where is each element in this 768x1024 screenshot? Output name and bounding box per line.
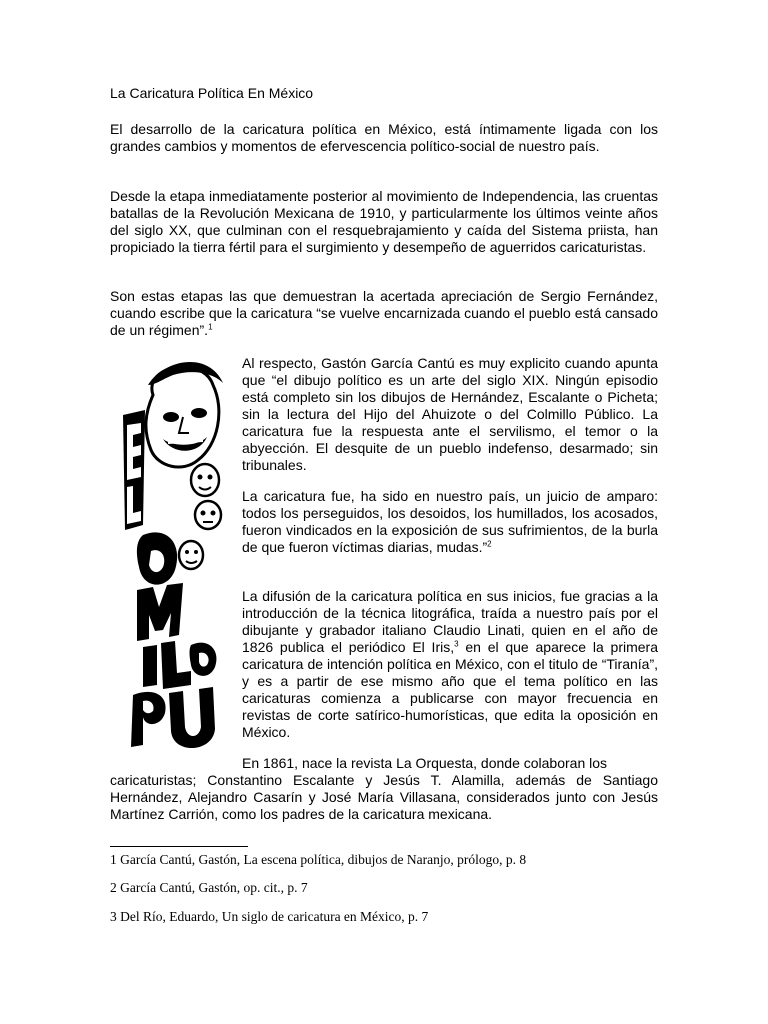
paragraph-1: El desarrollo de la caricatura política en México, está íntimamente ligada con los grandes cambios y momentos de efervescencia político-social de nuestro país. [110,121,658,154]
document-title: La Caricatura Política En México [110,85,314,101]
closing-paragraph-rest: caricaturistas; Constantino Escalante y Jesús T. Alamilla, además de Santiago Hernández, Alejandro Casarín y José María Villasana, considerados junto con Jesús Martínez Carrión, como los padres de la caricatura mexicana. [110,772,658,822]
closing-paragraph [110,755,658,823]
paragraph-3 [110,288,658,339]
paragraph-3-text: Son estas etapas las que demuestran la acertada apreciación de Sergio Fernández, cuando escribe que la caricatura “se vuelve encarnizada cuando el pueblo está cansado de un régimen”. [110,288,658,338]
caricature-illustration [113,355,228,770]
column-paragraph-3-text-b: en el que aparece la primera caricatura de intención política en México, con el titulo de “Tiranía”, y es a partir de ese mismo año que el tema político en las caricaturas comienza a publicarse con mayor frecuencia en revistas de corte satírico-humorísticas, que edita la oposición en México. [242,639,658,740]
footnote-separator [110,846,248,847]
small-faces-drawing [179,464,221,569]
column-paragraph-3 [242,588,658,741]
footnote-2: 2 García Cantú, Gastón, op. cit., p. 7 [110,880,308,895]
footnote-mark-3: 3 [454,639,459,649]
footnote-mark-1: 1 [208,322,213,332]
column-paragraph-3-text-a: La difusión de la caricatura política en sus inicios, fue gracias a la introducción de la técnica litográfica, traída a nuestro país por el dibujante y grabador italiano Claudio Linati, quien en el año de 1826 publica el periódico El Iris, [242,588,658,655]
column-paragraph-2 [242,488,658,556]
column-paragraph-1: Al respecto, Gastón García Cantú es muy explicito cuando apunta que “el dibujo político es un arte del siglo XIX. Ningún episodio está completo sin los dibujos de Hernández, Escalante o Picheta; sin la lectura del Hijo del Ahuizote o del Colmillo Público. La caricatura fue la respuesta ante el servilismo, el temor o la abyección. El desquite de un pueblo indefenso, desarmado; sin tribunales. [242,355,658,473]
footnote-1: 1 García Cantú, Gastón, La escena política, dibujos de Naranjo, prólogo, p. 8 [110,852,527,867]
footnote-3: 3 Del Río, Eduardo, Un siglo de caricatura en México, p. 7 [110,909,429,924]
closing-paragraph-first-line: En 1861, nace la revista La Orquesta, donde colaboran los [242,755,608,771]
column-paragraph-2-text: La caricatura fue, ha sido en nuestro país, un juicio de amparo: todos los perseguidos, los desoidos, los humillados, los acosados, fueron vindicados en la exposición de sus sufrimientos, de la burla de que fueron víctimas diarias, mudas.” [242,488,658,555]
large-face-drawing [146,362,223,467]
paragraph-2: Desde la etapa inmediatamente posterior al movimiento de Independencia, las cruentas batallas de la Revolución Mexicana de 1910, y particularmente los últimos veinte años del siglo XX, que culminan con el resquebrajamiento y caída del Sistema priista, han propiciado la tierra fértil para el surgimiento y desempeño de aguerridos caricaturistas. [110,188,658,255]
footnote-mark-2: 2 [487,539,492,549]
